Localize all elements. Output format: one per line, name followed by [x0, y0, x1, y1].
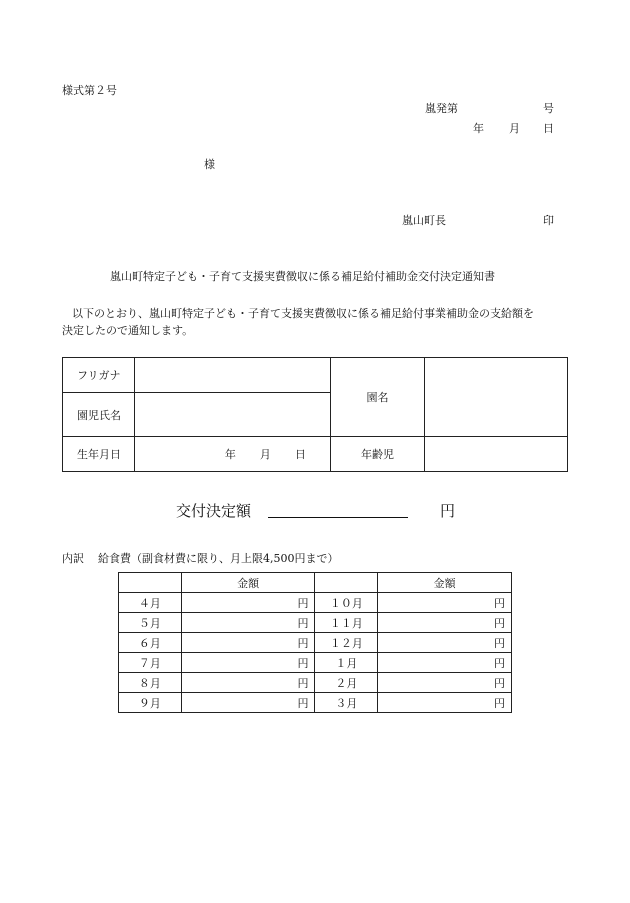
month-label: １０月: [315, 593, 378, 613]
month-label: １２月: [315, 633, 378, 653]
furigana-field[interactable]: [134, 358, 330, 393]
month-label: １１月: [315, 613, 378, 633]
monthly-amount-table: [118, 572, 512, 713]
birth-month: 月: [259, 448, 271, 461]
school-name-field[interactable]: [425, 358, 568, 437]
age-class-label: 年齢児: [330, 437, 425, 472]
breakdown-label: 内訳: [62, 552, 84, 565]
school-name-label: 園名: [330, 358, 425, 437]
seal-mark: 印: [543, 214, 554, 227]
child-name-field[interactable]: [134, 393, 330, 437]
document-title: 嵐山町特定子ども・子育て支援実費徴収に係る補足給付補助金交付決定通知書: [110, 270, 495, 283]
grant-amount-label: 交付決定額: [176, 502, 252, 520]
issue-date-year: 年: [473, 122, 484, 135]
birthdate-field[interactable]: [134, 437, 330, 472]
amount-cell[interactable]: 円: [378, 673, 512, 693]
month-label: ５月: [119, 613, 182, 633]
age-class-field[interactable]: [425, 437, 568, 472]
table-row: [119, 613, 512, 633]
table-row: [119, 673, 512, 693]
amount-cell[interactable]: 円: [181, 633, 315, 653]
amount-cell[interactable]: 円: [378, 633, 512, 653]
birth-year: 年: [224, 448, 236, 461]
table-row: [119, 653, 512, 673]
child-info-table: [62, 357, 568, 472]
birthdate-label: 生年月日: [63, 437, 135, 472]
body-text-line-2: 決定したので通知します。: [62, 324, 194, 337]
amount-cell[interactable]: 円: [181, 613, 315, 633]
amount-header-right: 金額: [378, 573, 512, 593]
month-label: ７月: [119, 653, 182, 673]
amount-cell[interactable]: 円: [378, 593, 512, 613]
amount-cell[interactable]: 円: [181, 693, 315, 713]
table-row: [119, 593, 512, 613]
body-text-line-1: 以下のとおり、嵐山町特定子ども・子育て支援実費徴収に係る補足給付事業補助金の支給額を: [72, 307, 534, 320]
month-label: ４月: [119, 593, 182, 613]
addressee-suffix: 様: [204, 158, 215, 171]
month-label: ９月: [119, 693, 182, 713]
amount-cell[interactable]: 円: [378, 613, 512, 633]
month-label: ３月: [315, 693, 378, 713]
birth-day: 日: [294, 448, 306, 461]
amount-cell[interactable]: 円: [181, 653, 315, 673]
amount-cell[interactable]: 円: [181, 673, 315, 693]
month-label: ６月: [119, 633, 182, 653]
month-label: ２月: [315, 673, 378, 693]
reference-prefix: 嵐発第: [425, 102, 458, 115]
grant-amount-unit: 円: [440, 502, 456, 520]
amount-cell[interactable]: 円: [378, 653, 512, 673]
furigana-label: フリガナ: [63, 358, 135, 393]
reference-suffix: 号: [543, 102, 554, 115]
form-number: 様式第２号: [62, 84, 117, 97]
amount-cell[interactable]: 円: [181, 593, 315, 613]
issue-date-month: 月: [509, 122, 520, 135]
grant-amount-field[interactable]: [268, 500, 408, 518]
issue-date-day: 日: [543, 122, 554, 135]
issuer-title: 嵐山町長: [402, 214, 446, 227]
amount-header-left: 金額: [181, 573, 315, 593]
month-label: ８月: [119, 673, 182, 693]
amount-cell[interactable]: 円: [378, 693, 512, 713]
table-row: [119, 633, 512, 653]
month-label: １月: [315, 653, 378, 673]
table-row: [119, 693, 512, 713]
child-name-label: 園児氏名: [63, 393, 135, 437]
breakdown-description: 給食費（副食材費に限り、月上限4,500円まで）: [98, 552, 339, 565]
